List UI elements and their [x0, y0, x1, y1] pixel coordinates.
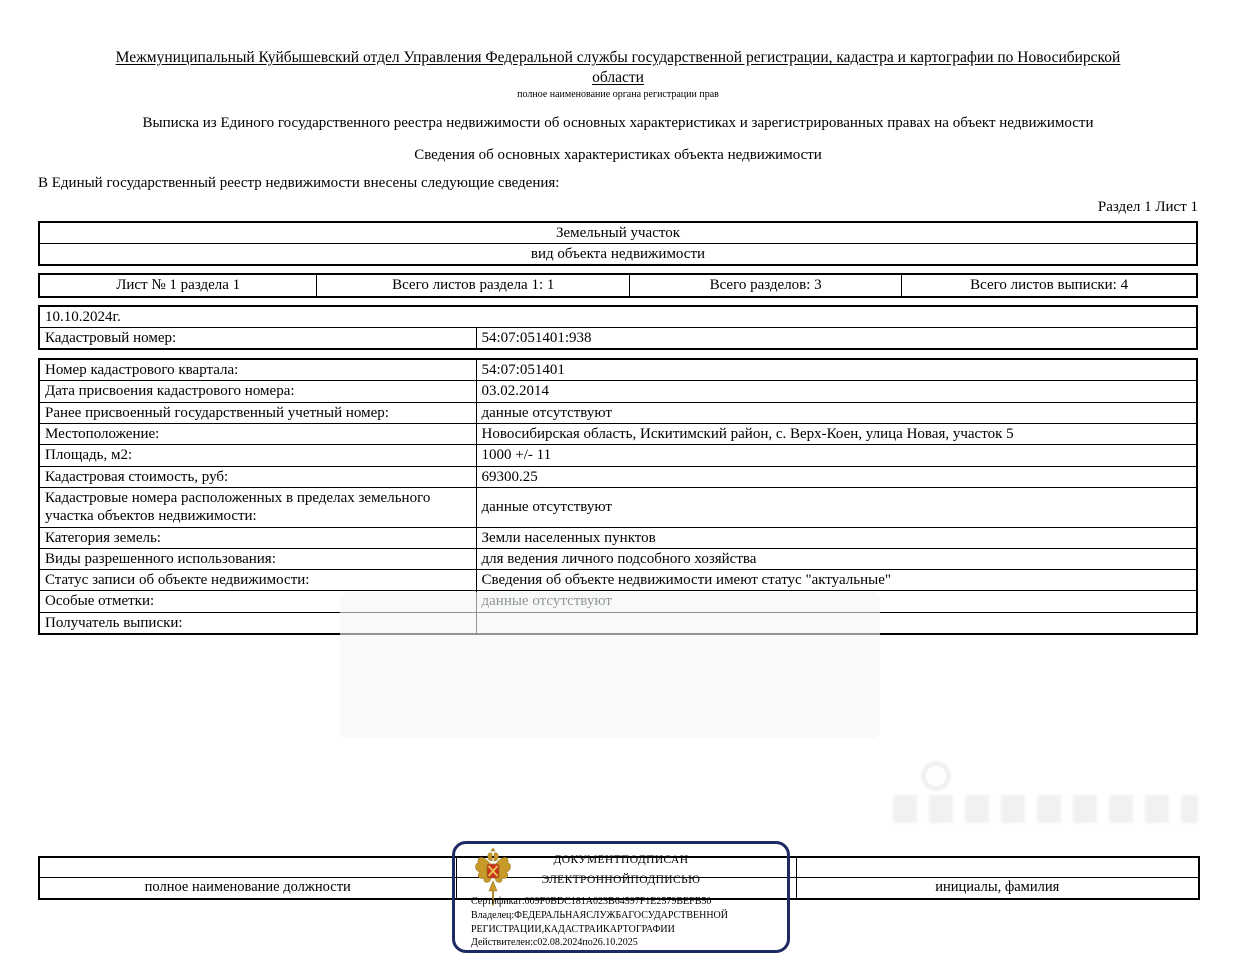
table-row: [39, 306, 1197, 328]
row-value: 03.02.2014: [476, 381, 1197, 402]
sheet-info-cell: Всего листов раздела 1: 1: [317, 274, 630, 296]
row-value: данные отсутствуют: [476, 487, 1197, 527]
signature-cell-empty: [796, 857, 1199, 878]
sheet-info-cell: Лист № 1 раздела 1: [39, 274, 317, 296]
object-type-table: [38, 221, 1198, 267]
object-type-value: Земельный участок: [39, 222, 1197, 244]
stamp-line-electronic-signature: ЭЛЕКТРОННОЙПОДПИСЬЮ: [541, 874, 701, 886]
row-label: Ранее присвоенный государственный учетный номер:: [39, 402, 476, 423]
object-type-caption: вид объекта недвижимости: [39, 243, 1197, 265]
row-value: данные отсутствуют: [476, 402, 1197, 423]
table-row: [39, 359, 1197, 381]
row-value: Сведения об объекте недвижимости имеют статус "актуальные": [476, 570, 1197, 591]
stamp-owner-line1: Владелец:ФЕДЕРАЛЬНАЯСЛУЖБАГОСУДАРСТВЕННОЙ: [471, 910, 728, 921]
sheet-info-cell: Всего листов выписки: 4: [902, 274, 1197, 296]
position-caption: полное наименование должности: [39, 878, 456, 899]
row-label: Дата присвоения кадастрового номера:: [39, 381, 476, 402]
org-title-caption: полное наименование органа регистрации прав: [517, 88, 719, 100]
document-subtitle: Сведения об основных характеристиках объекта недвижимости: [414, 146, 822, 163]
table-row: [39, 487, 1197, 527]
name-caption: инициалы, фамилия: [796, 878, 1199, 899]
row-label: Получатель выписки:: [39, 612, 476, 634]
row-label: Статус записи об объекте недвижимости:: [39, 570, 476, 591]
table-row: [39, 445, 1197, 466]
stamp-certificate: Сертификат:009F0BDC181A023B64597F1E2579BEFB50: [471, 896, 712, 907]
row-value: для ведения личного подсобного хозяйства: [476, 548, 1197, 569]
row-value: Новосибирская область, Искитимский район, с. Верх-Коен, улица Новая, участок 5: [476, 424, 1197, 445]
row-label: Кадастровая стоимость, руб:: [39, 466, 476, 487]
table-row: [39, 402, 1197, 423]
digital-signature-stamp: [452, 841, 790, 953]
row-label: Кадастровые номера расположенных в пределах земельного участка объектов недвижимости:: [39, 487, 476, 527]
row-value: 54:07:051401: [476, 359, 1197, 381]
row-value: 69300.25: [476, 466, 1197, 487]
stamp-line-document-signed: ДОКУМЕНТПОДПИСАН: [553, 854, 689, 866]
signature-cell-empty: [39, 857, 456, 878]
table-row: [39, 243, 1197, 265]
section-sheet-label: Раздел 1 Лист 1: [1097, 198, 1198, 215]
record-header-table: [38, 305, 1198, 351]
row-value: Земли населенных пунктов: [476, 527, 1197, 548]
table-row: [39, 570, 1197, 591]
stamp-owner-line2: РЕГИСТРАЦИИ,КАДАСТРАИКАРТОГРАФИИ: [471, 924, 675, 935]
row-value: 1000 +/- 11: [476, 445, 1197, 466]
table-row: [39, 274, 1197, 296]
table-row: [39, 548, 1197, 569]
row-label: Особые отметки:: [39, 591, 476, 612]
signature-block: [38, 854, 1198, 948]
stamp-validity: Действителен:с02.08.2024по26.10.2025: [471, 937, 638, 948]
row-label: Номер кадастрового квартала:: [39, 359, 476, 381]
row-value: 54:07:051401:938: [476, 327, 1197, 349]
watermark-center: [340, 592, 880, 738]
record-date: 10.10.2024г.: [39, 306, 1197, 328]
org-title: Межмуниципальный Куйбышевский отдел Управления Федеральной службы государственной регистрации, кадастра и картографии по Новосибирской области: [115, 49, 1121, 86]
row-label: Категория земель:: [39, 527, 476, 548]
table-row: [39, 222, 1197, 244]
intro-text: В Единый государственный реестр недвижимости внесены следующие сведения:: [38, 174, 560, 191]
row-label: Местоположение:: [39, 424, 476, 445]
row-label: Виды разрешенного использования:: [39, 548, 476, 569]
row-label: Площадь, м2:: [39, 445, 476, 466]
table-row: [39, 466, 1197, 487]
table-row: [39, 381, 1197, 402]
table-row: [39, 327, 1197, 349]
sheet-info-cell: Всего разделов: 3: [630, 274, 902, 296]
table-row: [39, 527, 1197, 548]
sheet-info-table: [38, 273, 1198, 297]
row-label: Кадастровый номер:: [39, 327, 476, 349]
table-row: [39, 424, 1197, 445]
document-title: Выписка из Единого государственного реестра недвижимости об основных характеристиках и зарегистрированных правах на объект недвижимости: [142, 114, 1094, 131]
